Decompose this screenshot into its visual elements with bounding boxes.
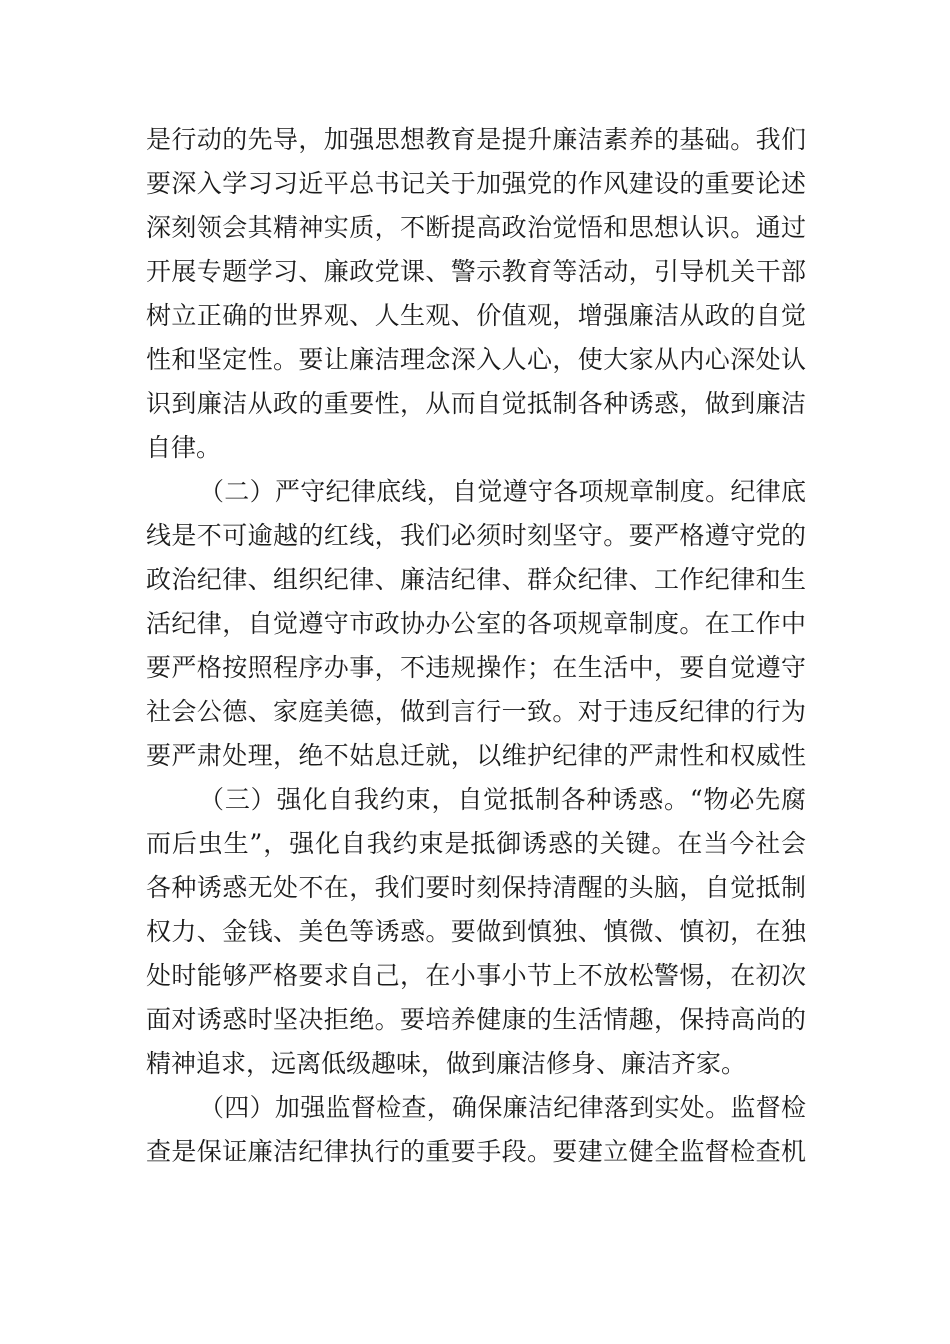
text-line: 精神追求，远离低级趣味，做到廉洁修身、廉洁齐家。 [146, 1049, 747, 1078]
text-line: 是行动的先导，加强思想教育是提升廉洁素养的基础。我们 [146, 125, 806, 154]
text-line: 查是保证廉洁纪律执行的重要手段。要建立健全监督检查机 [146, 1137, 806, 1166]
text-line: 深刻领会其精神实质，不断提高政治觉悟和思想认识。通过 [146, 213, 806, 242]
text-line: 处时能够严格要求自己，在小事小节上不放松警惕，在初次 [146, 961, 806, 990]
text-line: 面对诱惑时坚决拒绝。要培养健康的生活情趣，保持高尚的 [146, 1005, 806, 1034]
text-line: 活纪律，自觉遵守市政协办公室的各项规章制度。在工作中 [146, 609, 806, 638]
text-line: 树立正确的世界观、人生观、价值观，增强廉洁从政的自觉 [146, 301, 806, 330]
section-heading-2: （二）严守纪律底线，自觉遵守各项规章制度。纪律底 [199, 477, 806, 506]
section-heading-4: （四）加强监督检查，确保廉洁纪律落到实处。监督检 [199, 1093, 806, 1122]
text-line: 各种诱惑无处不在，我们要时刻保持清醒的头脑，自觉抵制 [146, 873, 806, 902]
text-line: 线是不可逾越的红线，我们必须时刻坚守。要严格遵守党的 [146, 521, 806, 550]
text-line: 自律。 [146, 433, 222, 462]
section-heading-3: （三）强化自我约束，自觉抵制各种诱惑。“物必先腐 [199, 785, 806, 814]
text-line: 开展专题学习、廉政党课、警示教育等活动，引导机关干部 [146, 257, 806, 286]
body-text [146, 118, 806, 1174]
text-line: 权力、金钱、美色等诱惑。要做到慎独、慎微、慎初，在独 [146, 917, 806, 946]
text-line: 社会公德、家庭美德，做到言行一致。对于违反纪律的行为 [146, 697, 806, 726]
text-line: 性和坚定性。要让廉洁理念深入人心，使大家从内心深处认 [146, 345, 806, 374]
text-line: 要深入学习习近平总书记关于加强党的作风建设的重要论述 [146, 169, 806, 198]
text-line: 而后虫生”，强化自我约束是抵御诱惑的关键。在当今社会 [146, 829, 806, 858]
text-line: 要严肃处理，绝不姑息迁就，以维护纪律的严肃性和权威性 [146, 741, 806, 770]
text-line: 要严格按照程序办事，不违规操作；在生活中，要自觉遵守 [146, 653, 806, 682]
text-line: 识到廉洁从政的重要性，从而自觉抵制各种诱惑，做到廉洁 [146, 389, 806, 418]
text-line: 政治纪律、组织纪律、廉洁纪律、群众纪律、工作纪律和生 [146, 565, 806, 594]
